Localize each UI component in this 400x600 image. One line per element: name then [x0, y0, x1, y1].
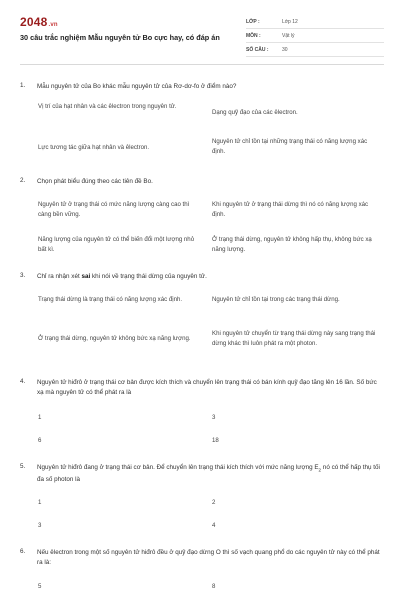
answer-option[interactable]: 1	[38, 414, 42, 421]
answer-option[interactable]: 3	[38, 522, 42, 529]
answer-option[interactable]: Nguyên tử chỉ tồn tại trong các trạng thái dừng.	[212, 296, 340, 303]
answer-option[interactable]: Trạng thái dừng là trạng thái có năng lượng xác định.	[38, 296, 183, 303]
page-title: 30 câu trắc nghiệm Mẫu nguyên tử Bo cực hay, có đáp án	[20, 33, 220, 42]
logo-suffix: .vn	[48, 22, 58, 28]
answer-option[interactable]: 5	[38, 583, 42, 590]
answer-option[interactable]: Lực tương tác giữa hạt nhân và êlectron.	[38, 144, 150, 151]
meta-row-count	[246, 43, 384, 57]
question-stem	[37, 272, 382, 282]
question-stem: Mẫu nguyên tử của Bo khác mẫu nguyên tử của Rơ-dơ-fo ở điểm nào?	[37, 83, 237, 90]
meta-label: MÔN :	[246, 32, 261, 39]
meta-value[interactable]: Vật lý	[282, 32, 295, 39]
answer-option[interactable]: Khi nguyên tử ở trạng thái dừng thì nó có năng lượng xác định.	[212, 201, 369, 218]
stem-emphasis: sai	[81, 273, 91, 280]
answer-option[interactable]: Nguyên tử ở trạng thái có mức năng lượng càng cao thì càng bền vững.	[38, 201, 190, 218]
answer-option[interactable]: 3	[212, 414, 216, 421]
answer-option[interactable]: 18	[212, 437, 219, 444]
meta-label: LỚP :	[246, 18, 260, 25]
stem-text: Chỉ ra nhận xét	[37, 273, 82, 280]
stem-text: khi nói về trạng thái dừng của nguyên tử.	[90, 273, 207, 280]
question-number: 5.	[20, 463, 26, 470]
header-divider	[20, 64, 384, 65]
question-number: 2.	[20, 177, 26, 184]
answer-option[interactable]: 6	[38, 437, 42, 444]
answer-option[interactable]: Dạng quỹ đạo của các êlectron.	[212, 109, 298, 116]
question-number: 6.	[20, 548, 26, 555]
meta-row-grade	[246, 15, 384, 29]
answer-option[interactable]: Ở trạng thái dừng, nguyên tử không hấp thụ, không bức xạ năng lượng.	[212, 236, 372, 253]
answer-option[interactable]: 1	[38, 499, 42, 506]
stem-subscript: 2	[318, 467, 322, 473]
stem-text: nó có thể hấp thụ tối đa số photon là	[37, 464, 380, 484]
question-number: 4.	[20, 378, 26, 385]
answer-option[interactable]: Nguyên tử chỉ tồn tại những trạng thái có năng lượng xác định.	[212, 138, 368, 155]
meta-value: 30	[282, 46, 288, 53]
answer-option[interactable]: Năng lượng của nguyên tử có thể biến đổi một lượng nhỏ bất kì.	[38, 236, 195, 253]
answer-option[interactable]: Khi nguyên tử chuyển từ trạng thái dừng này sang trạng thái dừng khác thì luôn phát ra một photon.	[212, 330, 376, 347]
meta-label: SỐ CÂU :	[246, 46, 269, 53]
meta-row-subject	[246, 29, 384, 43]
answer-option[interactable]: 2	[212, 499, 216, 506]
answer-option[interactable]: 4	[212, 522, 216, 529]
answer-option[interactable]: 8	[212, 583, 216, 590]
logo-text: 2048	[20, 15, 48, 29]
question-stem: Nguyên tử hiđrô ở trạng thái cơ bản được kích thích và chuyển lên trạng thái có bán kính quỹ đạo tăng lên 16 lần. Số bức xạ mà nguyên tử có thể phát ra là	[37, 379, 377, 396]
stem-text: Nguyên tử hiđrô đang ở trạng thái cơ bản. Để chuyển lên trạng thái kích thích với mức năng lượng E	[37, 464, 319, 471]
answer-option[interactable]: Ở trạng thái dừng, nguyên tử không bức xạ năng lượng.	[38, 335, 191, 342]
site-logo[interactable]	[20, 15, 58, 29]
question-number: 3.	[20, 272, 26, 279]
question-stem	[37, 463, 382, 485]
question-stem: Chọn phát biểu đúng theo các tiên đề Bo.	[37, 178, 153, 185]
meta-value[interactable]: Lớp 12	[282, 18, 298, 25]
meta-info-table	[246, 15, 384, 57]
question-number: 1.	[20, 82, 26, 89]
answer-option[interactable]: Vị trí của hạt nhân và các êlectron trong nguyên tử.	[38, 103, 177, 110]
question-stem: Nếu êlectron trong một số nguyên tử hiđrô đều ở quỹ đạo dừng O thì số vạch quang phổ do các nguyên tử này có thể phát ra là:	[37, 549, 380, 566]
